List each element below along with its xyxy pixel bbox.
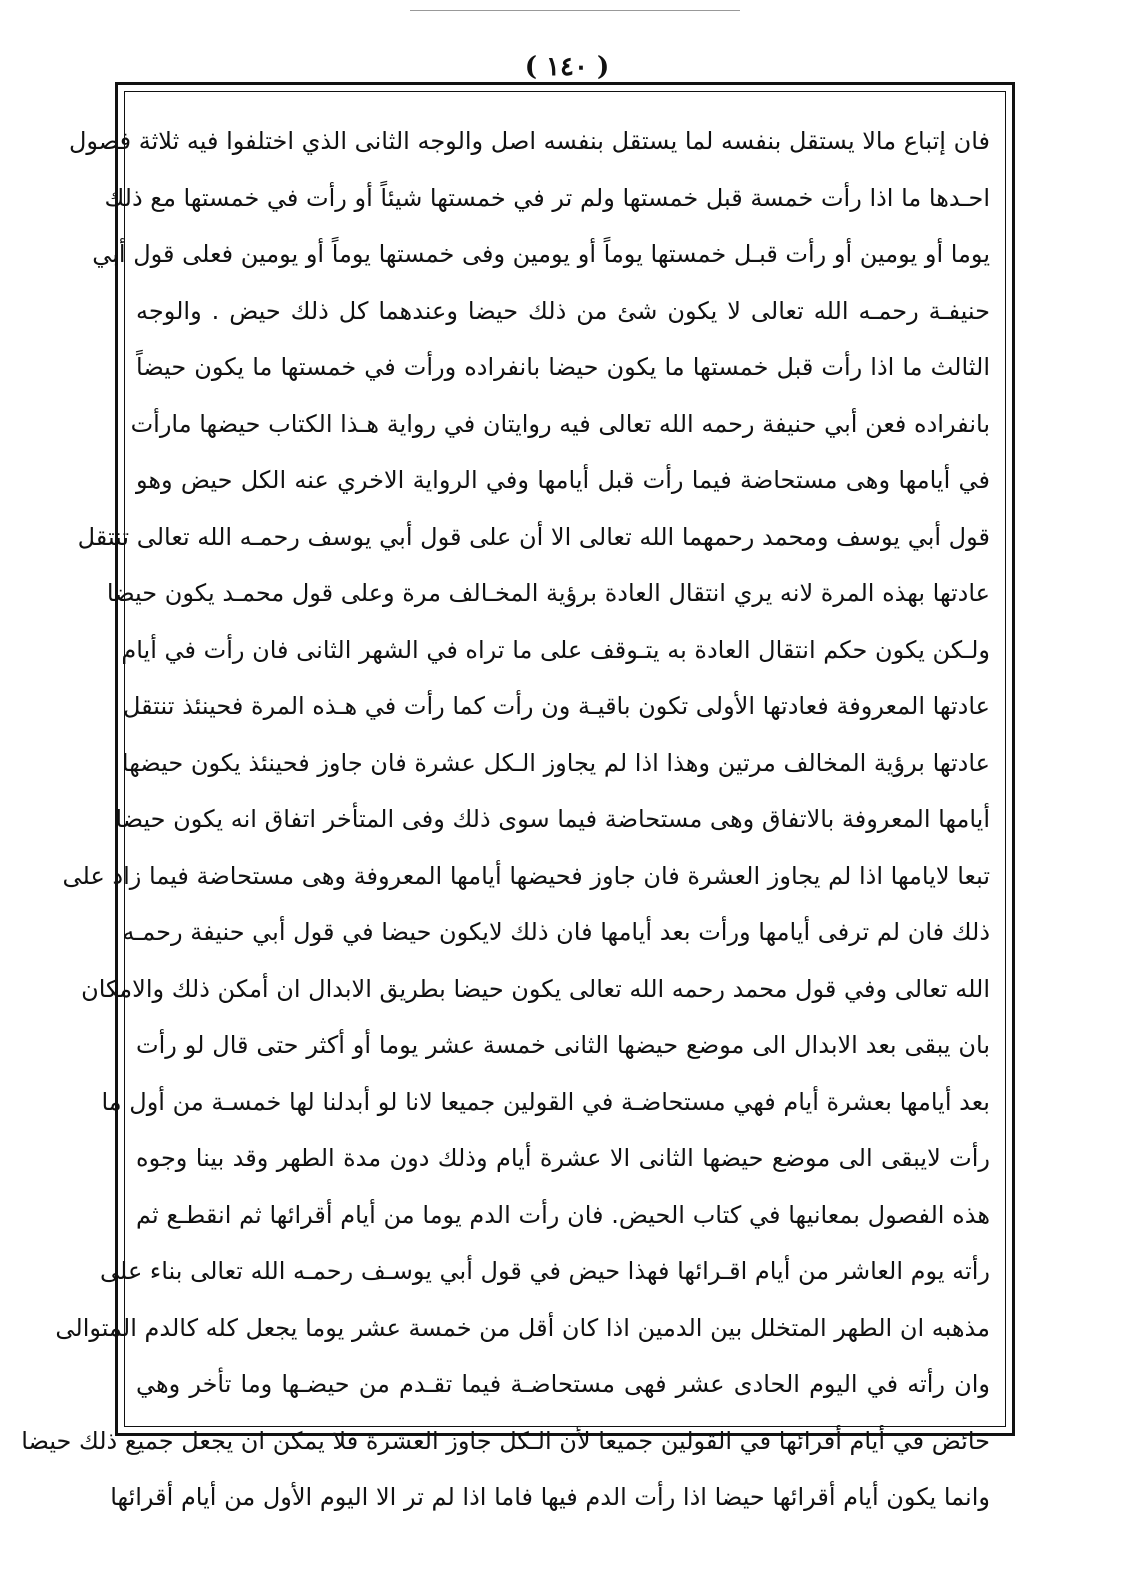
text-line: قول أبي يوسف ومحمد رحمهما الله تعالى الا أن على قول أبي يوسف رحمـه الله تعالى تنتقل bbox=[77, 522, 990, 551]
text-line: عادتها برؤية المخالف مرتين وهذا اذا لم يجاوز الـكل عشرة فان جاوز فحينئذ يكون حيضها bbox=[121, 748, 990, 777]
text-line: بعد أيامها بعشرة أيام فهي مستحاضـة في القولين جميعا لانا لو أبدلنا لها خمسـة من أول ما bbox=[101, 1087, 990, 1116]
text-line: وان رأته في اليوم الحادى عشر فهى مستحاضـة فيما تقـدم من حيضـها وما تأخر وهي bbox=[136, 1370, 990, 1398]
text-line: عادتها بهذه المرة لانه يري انتقال العادة برؤية المخـالف مرة وعلى قول محمـد يكون حيضا bbox=[106, 579, 990, 607]
text-line: وانما يكون أيام أقرائها حيضا اذا رأت الدم فيها فاما اذا لم تر الا اليوم الأول من أيام أقرائها bbox=[110, 1483, 990, 1511]
text-line: في أيامها وهى مستحاضة فيما رأت قبل أيامها وفي الرواية الاخري عنه الكل حيض وهو bbox=[136, 466, 990, 494]
text-line: رأت لايبقى الى موضع حيضها الثانى الا عشرة أيام وذلك دون مدة الطهر وقد بينا وجوه bbox=[136, 1144, 990, 1172]
text-line: حائض في أيام أقرائها في القولين جميعا لأن الـكل جاوز العشرة فلا يمكن ان يجعل جميع ذلك حيضا bbox=[21, 1426, 990, 1455]
text-line: ذلك فان لم ترفى أيامها ورأت بعد أيامها فان ذلك لايكون حيضا في قول أبي حنيفة رحمـه bbox=[122, 918, 990, 946]
text-line: ولـكن يكون حكم انتقال العادة به يتـوقف على ما تراه في الشهر الثانى فان رأت في أيام bbox=[121, 635, 990, 664]
text-line: تبعا لايامها اذا لم يجاوز العشرة فان جاوز فحيضها أيامها المعروفة وهى مستحاضة فيما زاد على bbox=[62, 861, 990, 890]
text-line: الله تعالى وفي قول محمد رحمه الله تعالى يكون حيضا بطريق الابدال ان أمكن ذلك والامكان bbox=[81, 974, 990, 1003]
text-line: الثالث ما اذا رأت قبل خمستها ما يكون حيضا بانفراده ورأت في خمستها ما يكون حيضاً bbox=[136, 353, 990, 381]
text-line: عادتها المعروفة فعادتها الأولى تكون باقيـة ون رأت كما رأت في هـذه المرة فحينئذ تنتقل bbox=[122, 692, 990, 720]
body-text bbox=[21, 113, 990, 1526]
text-line: هذه الفصول بمعانيها في كتاب الحيض. فان رأت الدم يوما من أيام أقرائها ثم انقطـع ثم bbox=[136, 1200, 990, 1229]
text-line: مذهبه ان الطهر المتخلل بين الدمين اذا كان أقل من خمسة عشر يوما يجعل كله كالدم المتوالى bbox=[55, 1313, 990, 1342]
page-frame bbox=[21, 82, 1015, 1511]
text-line: أيامها المعروفة بالاتفاق وهى مستحاضة فيما سوى ذلك وفى المتأخر اتفاق انه يكون حيضا bbox=[115, 805, 990, 833]
text-line: يوما أو يومين أو رأت قبـل خمستها يوماً أو يومين وفى خمستها يوماً أو يومين فعلى قول أبي bbox=[92, 240, 990, 268]
text-line: رأته يوم العاشر من أيام اقـرائها فهذا حيض في قول أبي يوسـف رحمـه الله تعالى بناء على bbox=[100, 1257, 990, 1285]
text-line: بانفراده فعن أبي حنيفة رحمه الله تعالى فيه روايتان في رواية هـذا الكتاب حيضها مارأت bbox=[130, 409, 990, 438]
text-line: احـدها ما اذا رأت خمسة قبل خمستها ولم تر في خمستها شيئاً أو رأت في خمستها مع ذلك bbox=[104, 183, 990, 212]
page-number: ( ١٤٠ ) bbox=[524, 52, 610, 82]
top-rule bbox=[410, 10, 740, 11]
text-line: بان يبقى بعد الابدال الى موضع حيضها الثانى خمسة عشر يوما أو أكثر حتى قال لو رأت bbox=[136, 1031, 990, 1059]
text-line: حنيفـة رحمـه الله تعالى لا يكون شئ من ذلك حيضا وعندهما كل ذلك حيض . والوجه bbox=[136, 296, 990, 325]
text-line: فان إتباع مالا يستقل بنفسه لما يستقل بنفسه اصل والوجه الثانى الذي اختلفوا فيه ثلاثة فصول bbox=[68, 127, 990, 155]
